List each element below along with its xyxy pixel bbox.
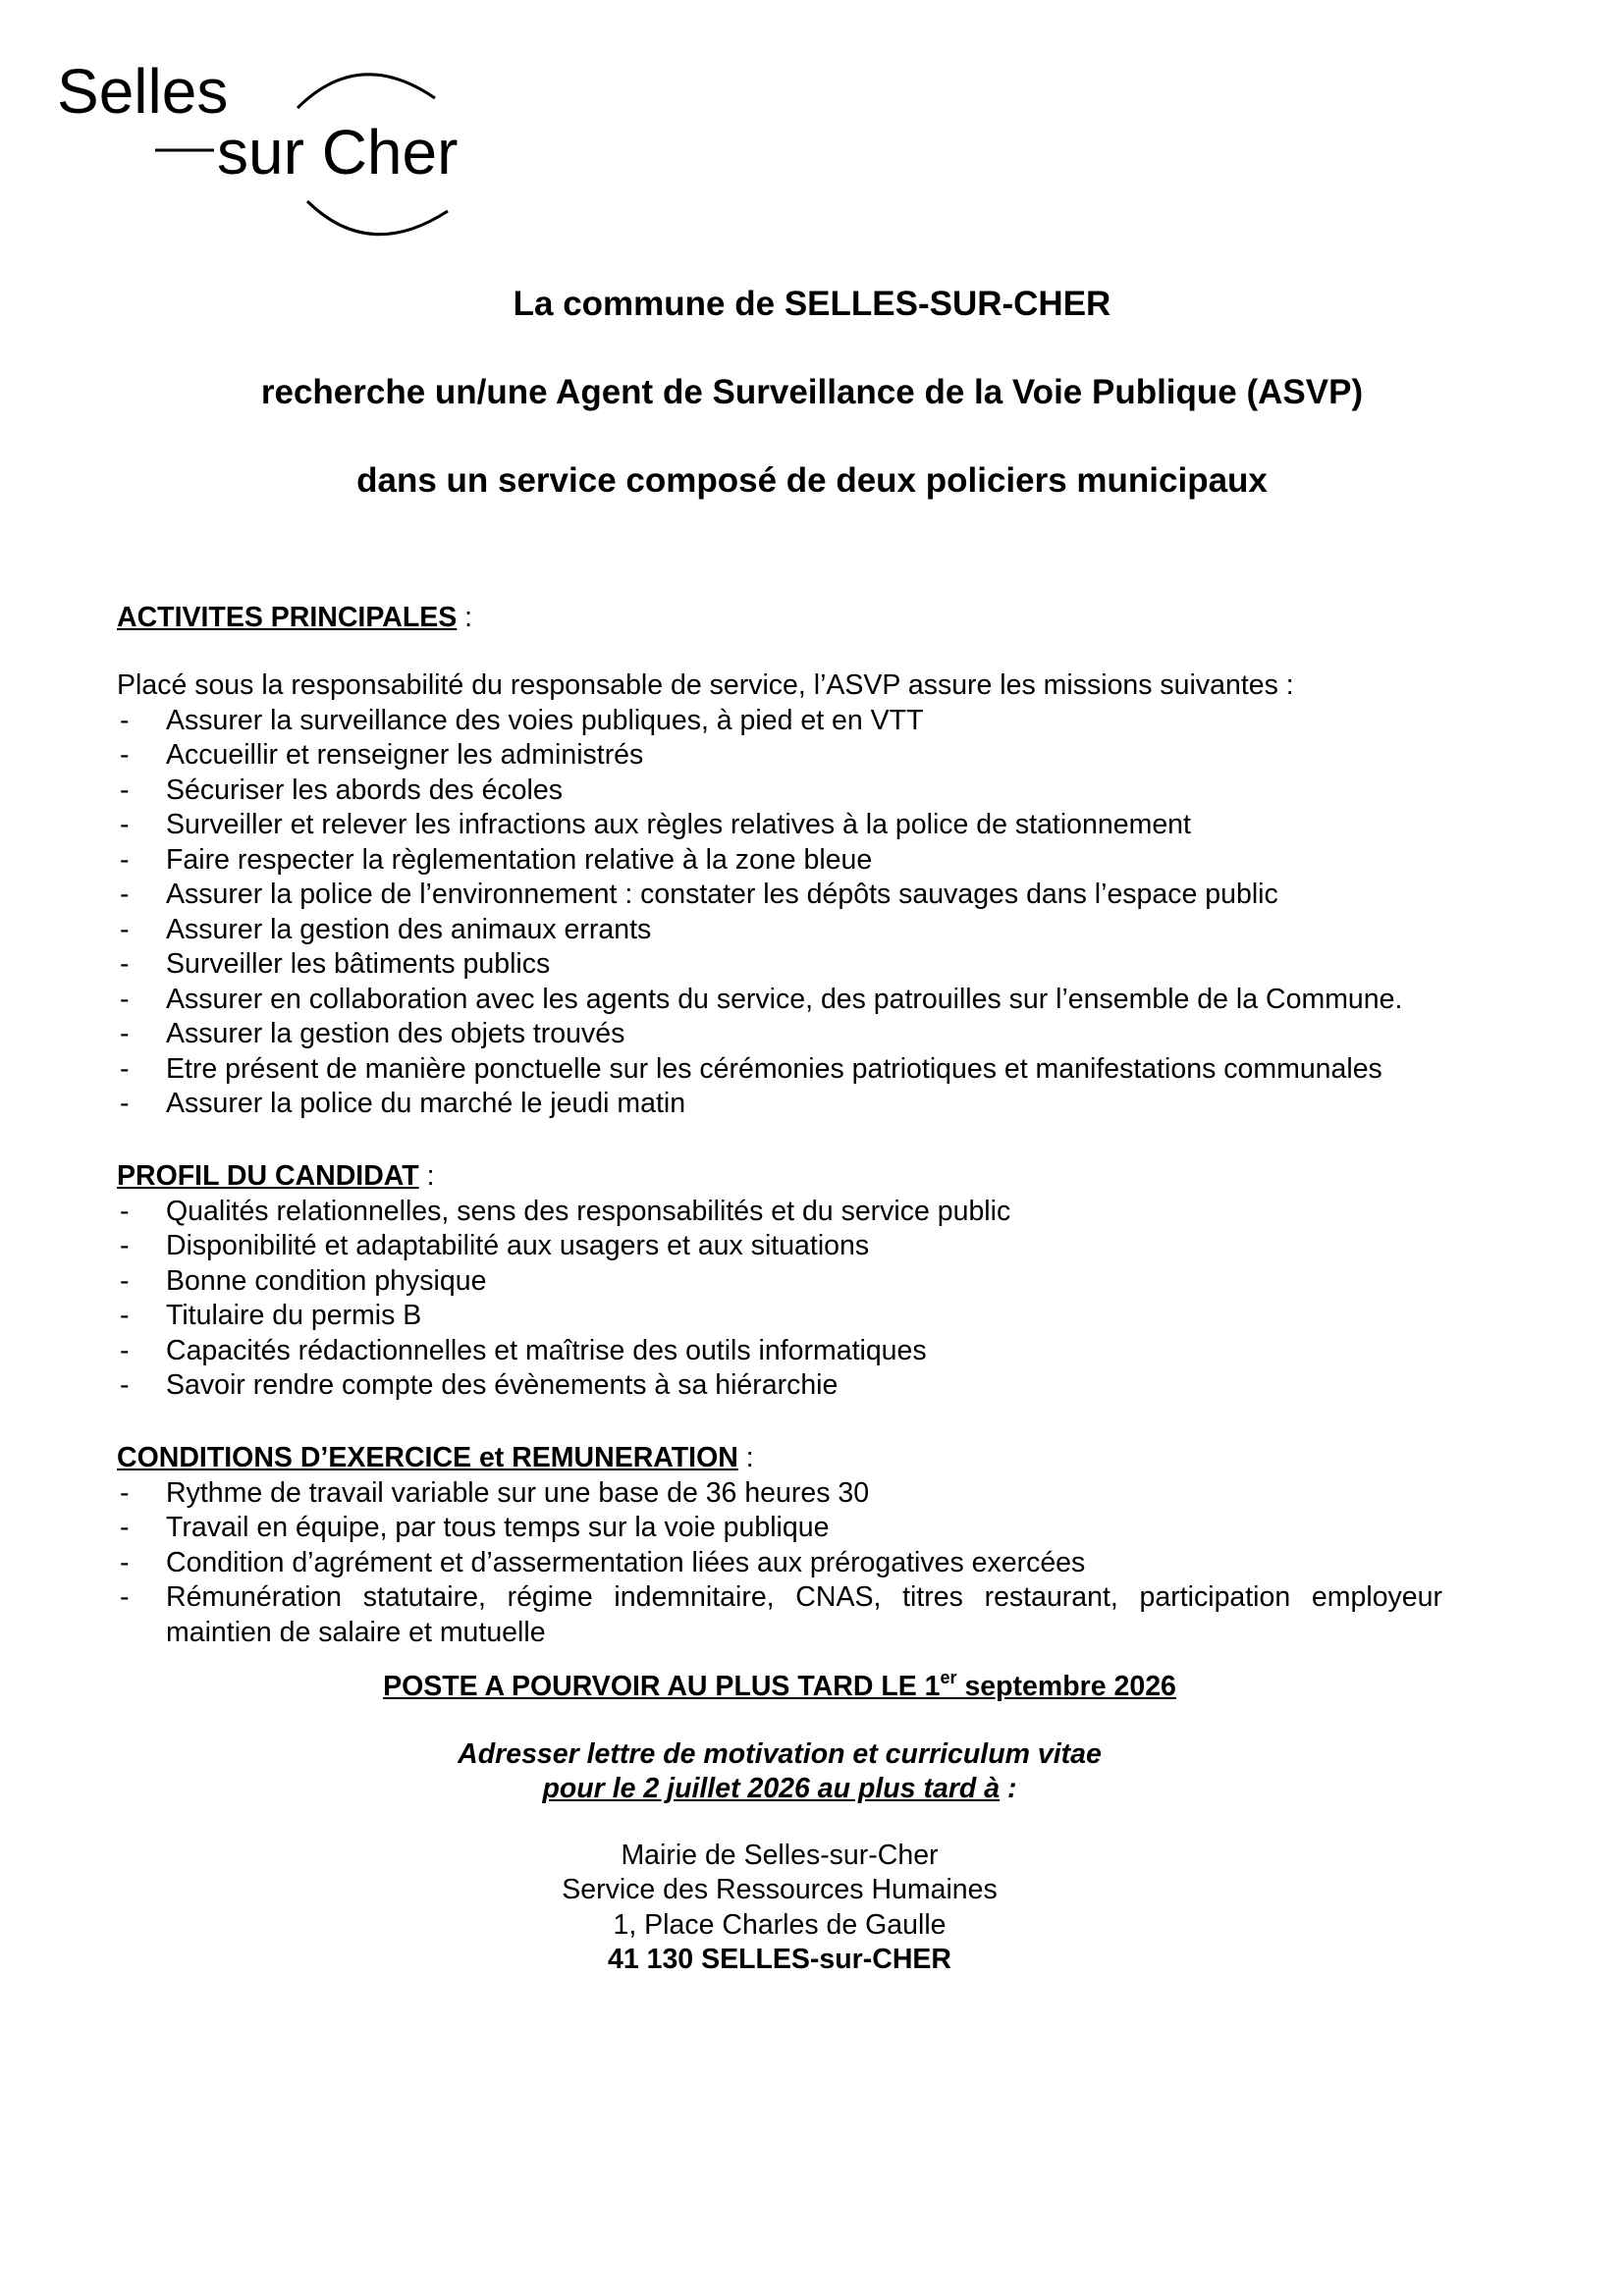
- list-item-text: Assurer en collaboration avec les agents du service, des patrouilles sur l’ensemble de la Commune.: [166, 983, 1403, 1015]
- section-title-profil: PROFIL DU CANDIDAT :: [117, 1159, 435, 1192]
- list-item-text: Assurer la police du marché le jeudi matin: [166, 1088, 686, 1119]
- list-item: [117, 983, 1442, 1018]
- list-item: [117, 1368, 1442, 1404]
- list-item-text: Assurer la gestion des objets trouvés: [166, 1018, 625, 1049]
- dash-bullet: -: [120, 1230, 130, 1261]
- header-line-2: recherche un/une Agent de Surveillance de la Voie Publique (ASVP): [260, 373, 1364, 411]
- dash-bullet: -: [120, 1581, 130, 1613]
- dash-bullet: -: [120, 913, 130, 945]
- list-item: [117, 1299, 1442, 1334]
- dash-bullet: -: [120, 1088, 130, 1119]
- address-line-1: Mairie de Selles-sur-Cher: [621, 1839, 939, 1871]
- postal-address: [117, 1839, 1442, 1978]
- list-item-text: Rythme de travail variable sur une base de 36 heures 30: [166, 1476, 870, 1509]
- dash-bullet: -: [120, 1369, 130, 1401]
- dash-bullet: -: [120, 1195, 130, 1227]
- list-item-text: Faire respecter la règlementation relative à la zone bleue: [166, 843, 873, 876]
- list-item: [117, 1511, 1442, 1546]
- list-item-text: Qualités relationnelles, sens des responsabilités et du service public: [166, 1195, 1011, 1227]
- address-line-2: Service des Ressources Humaines: [562, 1874, 998, 1905]
- list-item-text: Disponibilité et adaptabilité aux usagers et aux situations: [166, 1230, 870, 1261]
- list-item-text: Bonne condition physique: [166, 1264, 487, 1297]
- dash-bullet: -: [120, 843, 130, 876]
- address-line-4: 41 130 SELLES-sur-CHER: [607, 1944, 952, 1975]
- list-item-text: Assurer la gestion des animaux errants: [166, 913, 652, 945]
- selles-sur-cher-logo: [57, 54, 518, 250]
- list-item: [117, 913, 1442, 948]
- list-item: [117, 1195, 1442, 1230]
- dash-bullet: -: [120, 809, 130, 840]
- deadline-line: POSTE A POURVOIR AU PLUS TARD LE 1er septembre 2026: [383, 1668, 1176, 1702]
- dash-bullet: -: [120, 879, 130, 910]
- list-item: [117, 843, 1442, 879]
- list-item: [117, 1229, 1442, 1264]
- dash-bullet: -: [120, 1476, 130, 1509]
- list-item-text: Etre présent de manière ponctuelle sur les cérémonies patriotiques et manifestations communales: [166, 1052, 1382, 1085]
- dash-bullet: -: [120, 1052, 130, 1085]
- list-item-text: Condition d’agrément et d’assermentation liées aux prérogatives exercées: [166, 1546, 1086, 1578]
- list-item: [117, 704, 1442, 739]
- header-line-3: dans un service composé de deux policiers municipaux: [356, 461, 1268, 500]
- list-item-text: Titulaire du permis B: [166, 1300, 422, 1331]
- list-item: [117, 1334, 1442, 1369]
- list-item-text: Surveiller et relever les infractions aux règles relatives à la police de stationnement: [166, 809, 1191, 840]
- list-item-text: Assurer la police de l’environnement : constater les dépôts sauvages dans l’espace public: [166, 879, 1278, 910]
- list-item: [117, 1476, 1442, 1512]
- dash-bullet: -: [120, 1546, 130, 1578]
- dash-bullet: -: [120, 983, 130, 1015]
- profil-list: [117, 1195, 1442, 1404]
- conditions-list: [117, 1476, 1442, 1651]
- activites-list: [117, 704, 1442, 1122]
- list-item-text: Accueillir et renseigner les administrés: [166, 739, 644, 771]
- list-item: [117, 1017, 1442, 1052]
- dash-bullet: -: [120, 1018, 130, 1049]
- dash-bullet: -: [120, 1264, 130, 1297]
- dash-bullet: -: [120, 1512, 130, 1543]
- list-item: [117, 1580, 1442, 1650]
- logo-top-arc: [298, 75, 435, 108]
- list-item-text: Assurer la surveillance des voies publiques, à pied et en VTT: [166, 704, 924, 736]
- list-item: [117, 1264, 1442, 1300]
- list-item: [117, 738, 1442, 774]
- list-item-text: Savoir rendre compte des évènements à sa hiérarchie: [166, 1369, 839, 1401]
- offer-body: [117, 601, 1442, 1978]
- list-item-text: Surveiller les bâtiments publics: [166, 948, 551, 980]
- logo-line2: sur Cher: [217, 117, 459, 187]
- list-item: [117, 1546, 1442, 1581]
- application-instructions: [117, 1737, 1442, 1807]
- dash-bullet: -: [120, 704, 130, 736]
- list-item-text: Travail en équipe, par tous temps sur la voie publique: [166, 1512, 830, 1543]
- list-item: [117, 774, 1442, 809]
- dash-bullet: -: [120, 1300, 130, 1331]
- list-item-text: Capacités rédactionnelles et maîtrise des outils informatiques: [166, 1334, 927, 1366]
- list-item: [117, 1087, 1442, 1122]
- dash-bullet: -: [120, 739, 130, 771]
- logo-line1: Selles: [57, 56, 229, 127]
- header-line-1: La commune de SELLES-SUR-CHER: [513, 285, 1111, 323]
- address-line-3: 1, Place Charles de Gaulle: [613, 1908, 947, 1941]
- list-item-text: Sécuriser les abords des écoles: [166, 774, 563, 806]
- list-item: [117, 1052, 1442, 1088]
- dash-bullet: -: [120, 948, 130, 980]
- list-item-text: Rémunération statutaire, régime indemnitaire, CNAS, titres restaurant, participation employeur maintien de salaire et mutuelle: [166, 1581, 1442, 1648]
- activites-intro: Placé sous la responsabilité du responsable de service, l’ASVP assure les missions suivantes :: [117, 669, 1294, 701]
- list-item: [117, 808, 1442, 843]
- list-item: [117, 878, 1442, 913]
- section-title-activites: ACTIVITES PRINCIPALES :: [117, 602, 473, 633]
- logo-bottom-arc: [307, 201, 448, 235]
- dash-bullet: -: [120, 774, 130, 806]
- list-item: [117, 947, 1442, 983]
- apply-line-1: Adresser lettre de motivation et curriculum vitae: [458, 1737, 1102, 1770]
- section-title-conditions: CONDITIONS D’EXERCICE et REMUNERATION :: [117, 1441, 754, 1473]
- dash-bullet: -: [120, 1334, 130, 1366]
- apply-line-2: pour le 2 juillet 2026 au plus tard à :: [542, 1773, 1017, 1804]
